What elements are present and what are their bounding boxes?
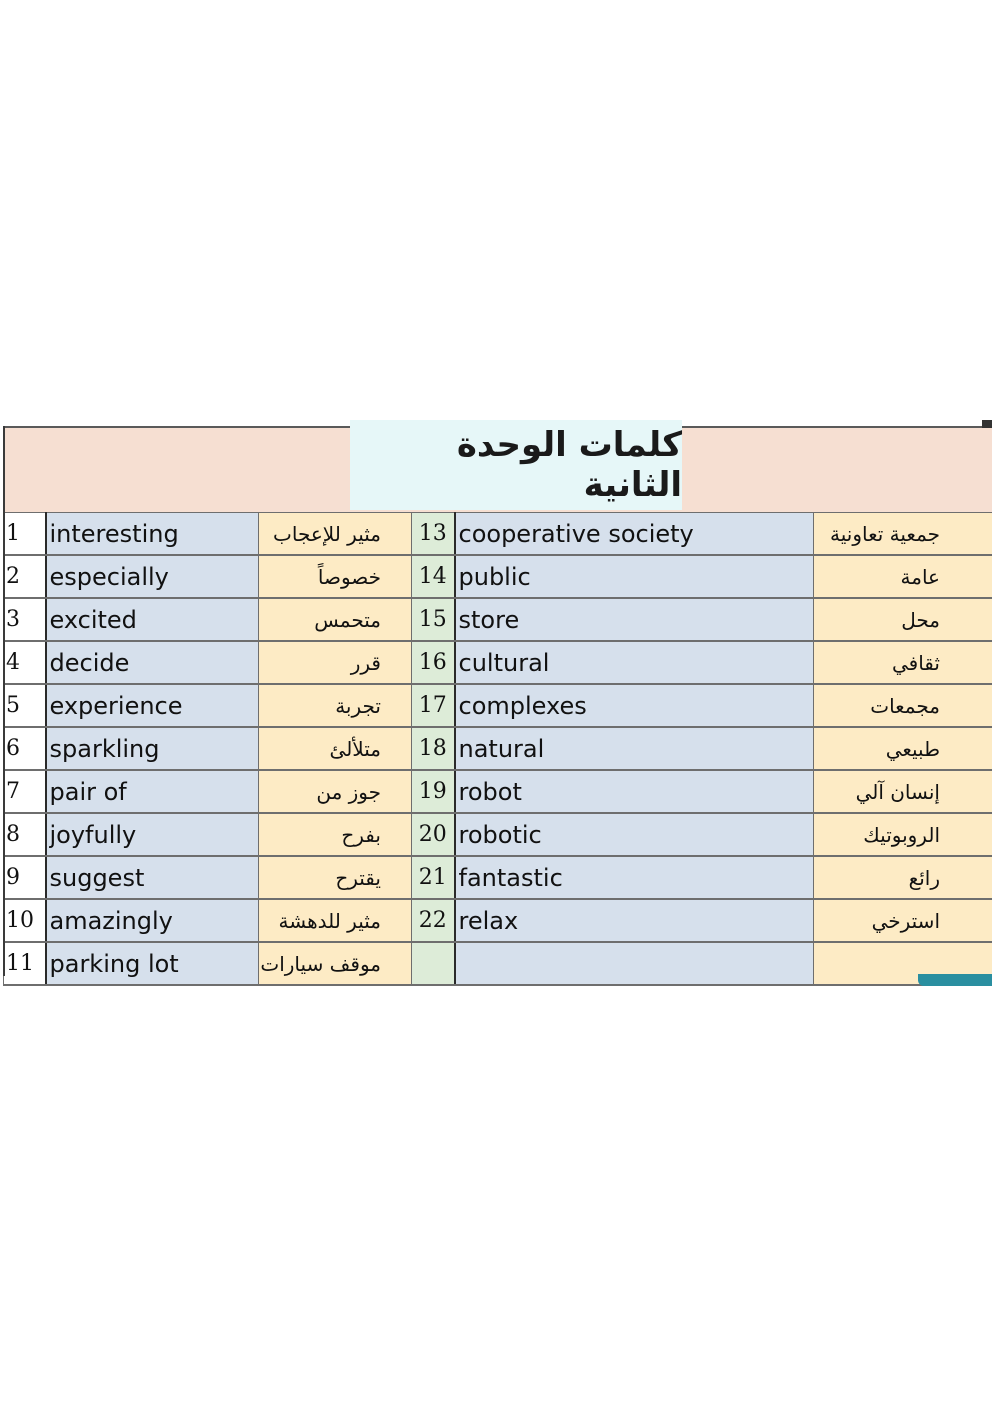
arabic-meaning-left: قرر <box>259 641 412 684</box>
table-row <box>4 942 992 985</box>
vocabulary-table-body <box>4 513 992 986</box>
english-word-right: complexes <box>455 684 814 727</box>
row-number-right: 14 <box>412 555 455 598</box>
row-number-left: 1 <box>4 513 46 556</box>
row-number-right: 22 <box>412 899 455 942</box>
arabic-meaning-right: الروبوتيك <box>814 813 992 856</box>
english-word-right <box>455 942 814 985</box>
english-word-left: decide <box>46 641 259 684</box>
row-number-right: 17 <box>412 684 455 727</box>
english-word-right: cooperative society <box>455 513 814 556</box>
arabic-meaning-right: رائع <box>814 856 992 899</box>
row-number-right: 16 <box>412 641 455 684</box>
decorative-corner <box>918 974 992 986</box>
arabic-meaning-left: مثير للدهشة <box>259 899 412 942</box>
row-number-left: 5 <box>4 684 46 727</box>
arabic-meaning-right: مجمعات <box>814 684 992 727</box>
page-title: كلمات الوحدة الثانية <box>456 425 682 505</box>
title-box <box>350 420 682 510</box>
row-number-right: 13 <box>412 513 455 556</box>
table-row <box>4 856 992 899</box>
table-row <box>4 813 992 856</box>
arabic-meaning-left: موقف سيارات <box>259 942 412 985</box>
table-row <box>4 598 992 641</box>
row-number-left: 10 <box>4 899 46 942</box>
row-number-right: 21 <box>412 856 455 899</box>
english-word-right: fantastic <box>455 856 814 899</box>
arabic-meaning-left: يقترح <box>259 856 412 899</box>
row-number-left: 6 <box>4 727 46 770</box>
row-number-left: 11 <box>4 942 46 985</box>
english-word-left: suggest <box>46 856 259 899</box>
arabic-meaning-right: ثقافي <box>814 641 992 684</box>
table-row <box>4 770 992 813</box>
arabic-meaning-left: تجربة <box>259 684 412 727</box>
vocabulary-sheet <box>3 426 992 976</box>
english-word-left: experience <box>46 684 259 727</box>
arabic-meaning-left: خصوصاً <box>259 555 412 598</box>
corner-mark <box>982 420 992 428</box>
english-word-right: store <box>455 598 814 641</box>
arabic-meaning-left: متحمس <box>259 598 412 641</box>
arabic-meaning-right: جمعية تعاونية <box>814 513 992 556</box>
arabic-meaning-right: محل <box>814 598 992 641</box>
table-row <box>4 899 992 942</box>
english-word-left: especially <box>46 555 259 598</box>
row-number-right: 15 <box>412 598 455 641</box>
row-number-right: 20 <box>412 813 455 856</box>
row-number-left: 7 <box>4 770 46 813</box>
table-row <box>4 513 992 556</box>
english-word-left: sparkling <box>46 727 259 770</box>
row-number-left: 9 <box>4 856 46 899</box>
table-row <box>4 727 992 770</box>
english-word-left: amazingly <box>46 899 259 942</box>
row-number-right <box>412 942 455 985</box>
arabic-meaning-right: استرخي <box>814 899 992 942</box>
table-row <box>4 684 992 727</box>
english-word-left: pair of <box>46 770 259 813</box>
left-border-line <box>3 426 5 976</box>
row-number-right: 18 <box>412 727 455 770</box>
english-word-left: parking lot <box>46 942 259 985</box>
vocabulary-table <box>3 512 992 986</box>
table-row <box>4 555 992 598</box>
arabic-meaning-right: عامة <box>814 555 992 598</box>
english-word-left: joyfully <box>46 813 259 856</box>
english-word-left: excited <box>46 598 259 641</box>
english-word-right: natural <box>455 727 814 770</box>
english-word-right: cultural <box>455 641 814 684</box>
arabic-meaning-right: طبيعي <box>814 727 992 770</box>
row-number-right: 19 <box>412 770 455 813</box>
table-row <box>4 641 992 684</box>
row-number-left: 8 <box>4 813 46 856</box>
arabic-meaning-left: مثير للإعجاب <box>259 513 412 556</box>
english-word-left: interesting <box>46 513 259 556</box>
row-number-left: 2 <box>4 555 46 598</box>
english-word-right: robotic <box>455 813 814 856</box>
row-number-left: 4 <box>4 641 46 684</box>
sheet-header <box>3 426 992 514</box>
arabic-meaning-left: جوز من <box>259 770 412 813</box>
arabic-meaning-left: متلألئ <box>259 727 412 770</box>
english-word-right: public <box>455 555 814 598</box>
english-word-right: robot <box>455 770 814 813</box>
arabic-meaning-right: إنسان آلي <box>814 770 992 813</box>
row-number-left: 3 <box>4 598 46 641</box>
english-word-right: relax <box>455 899 814 942</box>
arabic-meaning-left: بفرح <box>259 813 412 856</box>
